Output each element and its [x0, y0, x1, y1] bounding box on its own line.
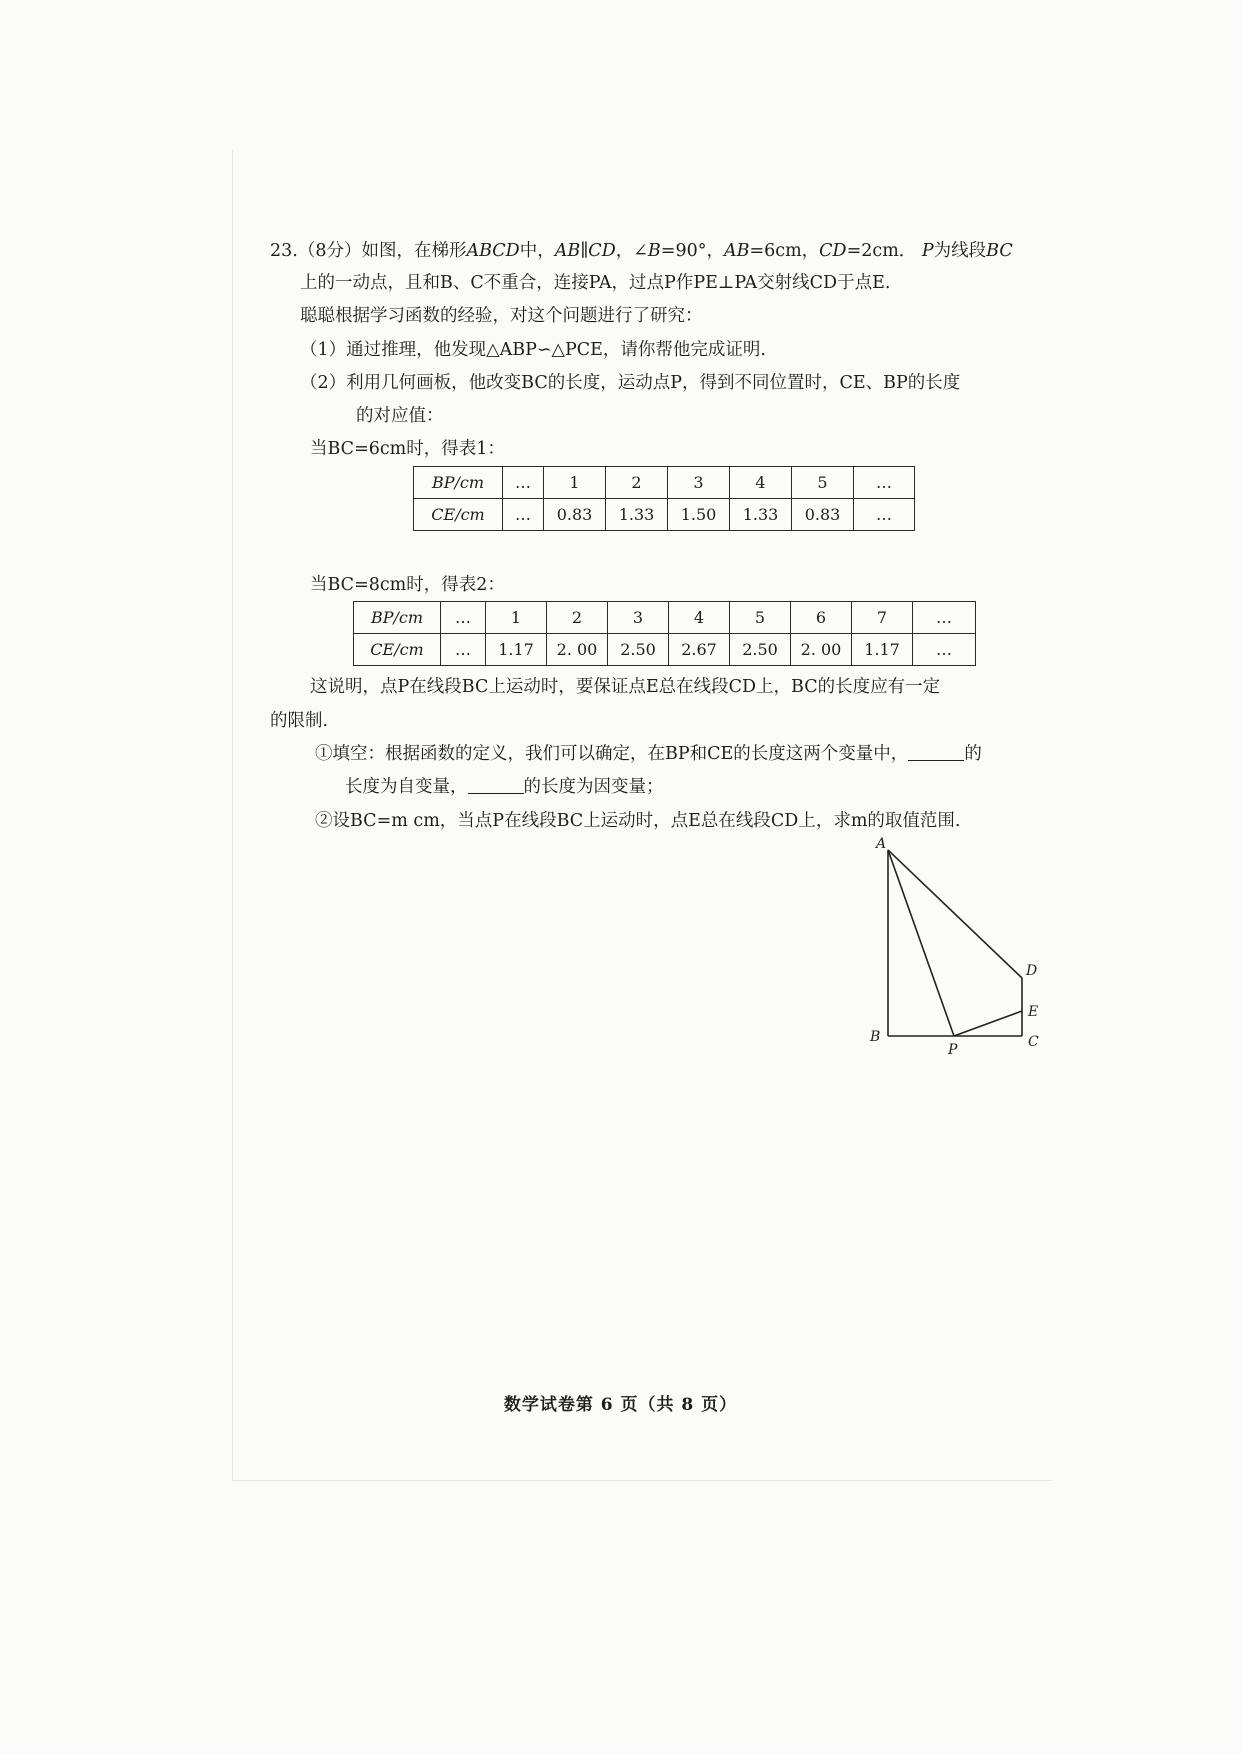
table-cell: 2.67 — [669, 634, 730, 666]
table-cell: 5 — [792, 467, 854, 499]
fill-text: 的 — [964, 744, 982, 764]
scan-edge-left — [232, 150, 233, 1480]
stem-text: CD — [819, 241, 847, 261]
table-cell: 1 — [544, 467, 606, 499]
table-cell: … — [854, 467, 915, 499]
table-cell: 5 — [730, 602, 791, 634]
trapezoid-figure — [866, 838, 1066, 1058]
fill-text: ①填空：根据函数的定义，我们可以确定，在BP和CE的长度这两个变量中， — [315, 744, 909, 764]
table-header-ce: CE/cm — [414, 499, 503, 531]
stem-text: =2cm． — [846, 241, 917, 261]
scan-edge-bottom — [232, 1480, 1052, 1481]
answer-blank-1[interactable] — [908, 744, 964, 761]
table-cell: 1.17 — [852, 634, 913, 666]
stem-text: B — [647, 241, 661, 261]
segment-pe — [954, 1011, 1022, 1036]
fill-line-2 — [345, 776, 664, 798]
table-cell: … — [913, 602, 976, 634]
table-cell: … — [913, 634, 976, 666]
stem-text: AB — [723, 241, 750, 261]
table-1-caption: 当BC=6cm时，得表1： — [310, 439, 505, 459]
table-cell: … — [854, 499, 915, 531]
table-cell: 2 — [606, 467, 668, 499]
table-row — [414, 499, 915, 531]
table-2 — [353, 601, 976, 666]
table-cell: 2.50 — [730, 634, 791, 666]
table-cell: 1.33 — [606, 499, 668, 531]
fill-text: 长度为自变量， — [345, 777, 468, 797]
explain-line-2: 的限制. — [270, 711, 329, 731]
sub-question-2: ②设BC=m cm，当点P在线段BC上运动时，点E总在线段CD上，求m的取值范围. — [315, 811, 961, 831]
table-cell: 0.83 — [544, 499, 606, 531]
table-cell: 2.50 — [608, 634, 669, 666]
table-row — [354, 602, 976, 634]
table-cell: … — [503, 499, 544, 531]
table-cell: 0.83 — [792, 499, 854, 531]
point-label-c: C — [1028, 1034, 1039, 1050]
answer-blank-2[interactable] — [468, 777, 524, 794]
table-2-caption: 当BC=8cm时，得表2： — [310, 575, 505, 595]
segment-ap — [888, 850, 954, 1036]
table-cell: … — [503, 467, 544, 499]
table-header-bp: BP/cm — [354, 602, 441, 634]
stem-text: =90°， — [660, 241, 724, 261]
table-cell: 4 — [669, 602, 730, 634]
table-cell: … — [441, 602, 486, 634]
stem-text: ABCD — [466, 241, 520, 261]
table-cell: 3 — [608, 602, 669, 634]
table-cell: 1.17 — [486, 634, 547, 666]
stem-text: P — [921, 241, 934, 261]
table-cell: 2. 00 — [791, 634, 852, 666]
table-cell: 4 — [730, 467, 792, 499]
part-1: （1）通过推理，他发现△ABP∽△PCE，请你帮他完成证明. — [300, 340, 766, 360]
part-2-line-2: 的对应值： — [356, 406, 444, 426]
table-cell: 3 — [668, 467, 730, 499]
stem-text: =6cm， — [749, 241, 820, 261]
explain-line-1: 这说明，点P在线段BC上运动时，要保证点E总在线段CD上，BC的长度应有一定 — [310, 677, 941, 697]
stem-text: 中， — [519, 241, 555, 261]
table-header-ce: CE/cm — [354, 634, 441, 666]
table-row — [354, 634, 976, 666]
stem-text: ，∠ — [615, 241, 648, 261]
stem-text: AB∥CD — [554, 241, 616, 261]
table-cell: … — [441, 634, 486, 666]
fill-line-1 — [315, 743, 982, 765]
fill-text: 的长度为因变量； — [523, 777, 664, 797]
point-label-d: D — [1026, 963, 1038, 979]
table-cell: 6 — [791, 602, 852, 634]
point-label-e: E — [1028, 1004, 1039, 1020]
table-header-bp: BP/cm — [414, 467, 503, 499]
point-label-b: B — [870, 1029, 881, 1045]
question-number: 23.（8分） — [270, 241, 362, 261]
point-label-a: A — [876, 836, 887, 852]
stem-text: 为线段 — [933, 241, 987, 261]
table-cell: 2. 00 — [547, 634, 608, 666]
segment-ad — [888, 850, 1022, 978]
table-cell: 1 — [486, 602, 547, 634]
part-2-line-1: （2）利用几何画板，他改变BC的长度，运动点P，得到不同位置时，CE、BP的长度 — [300, 373, 961, 393]
table-cell: 7 — [852, 602, 913, 634]
stem-text: BC — [986, 241, 1013, 261]
stem-text: 如图，在梯形 — [361, 241, 467, 261]
stem-line-2: 上的一动点，且和B、C不重合，连接PA，过点P作PE⊥PA交射线CD于点E. — [300, 273, 891, 293]
page-footer: 数学试卷第 6 页（共 8 页） — [503, 1395, 738, 1415]
table-row — [414, 467, 915, 499]
point-label-p: P — [948, 1042, 958, 1058]
stem-line-1 — [270, 240, 1013, 262]
table-1 — [413, 466, 915, 531]
table-cell: 2 — [547, 602, 608, 634]
table-cell: 1.33 — [730, 499, 792, 531]
intro-line: 聪聪根据学习函数的经验，对这个问题进行了研究： — [300, 306, 703, 326]
table-cell: 1.50 — [668, 499, 730, 531]
